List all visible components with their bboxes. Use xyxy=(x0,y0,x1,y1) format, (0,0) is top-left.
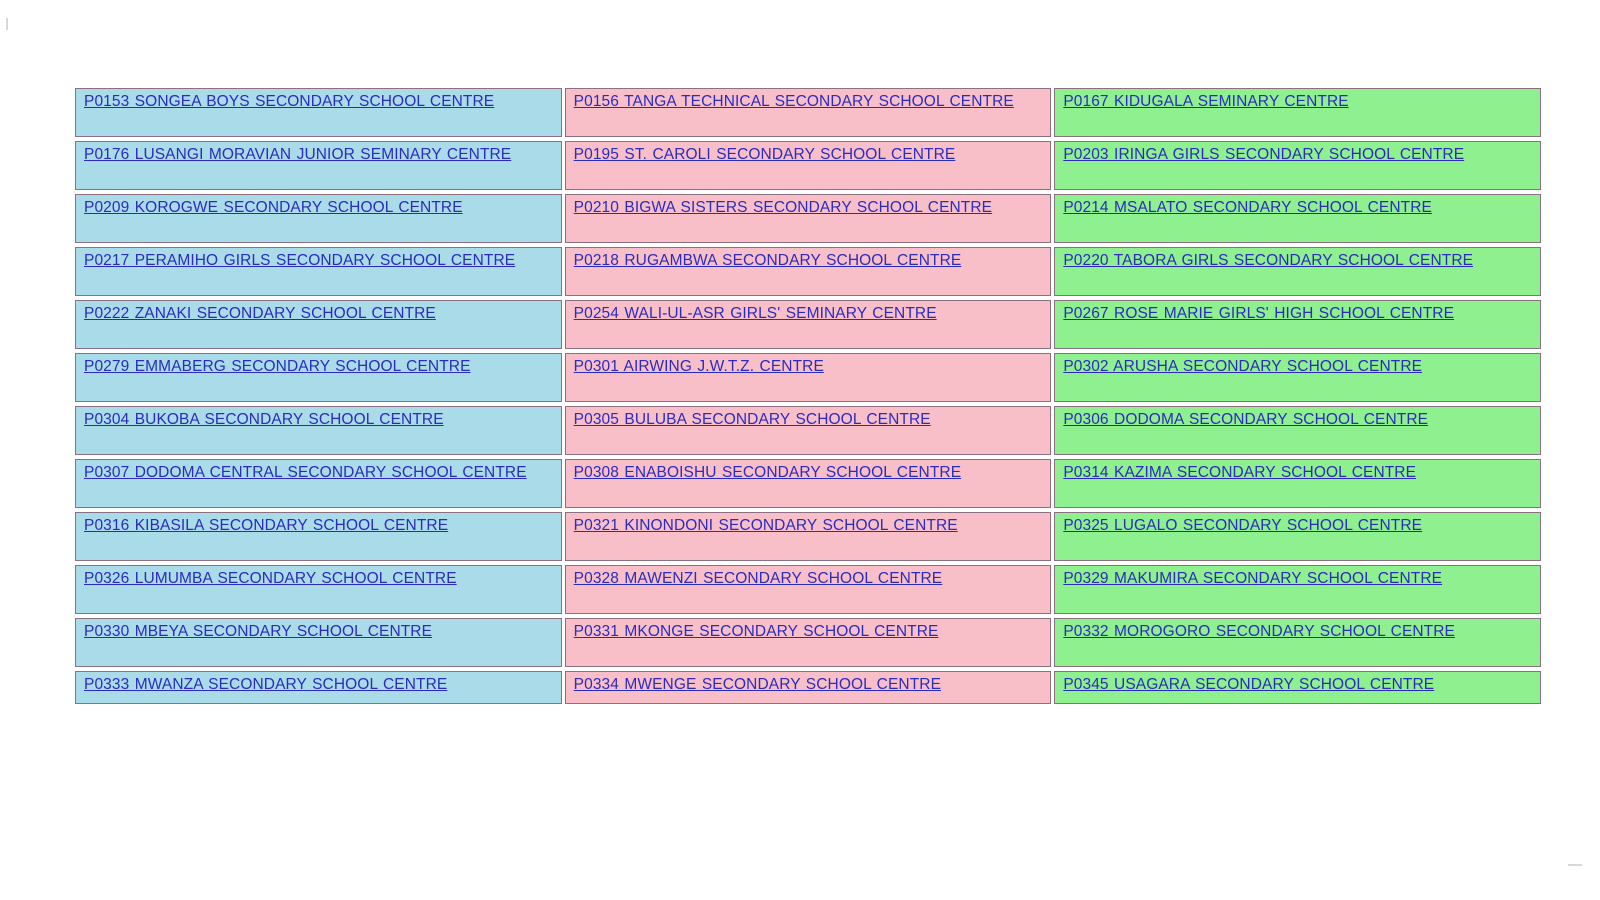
centre-cell[interactable] xyxy=(1054,406,1541,455)
centre-cell[interactable] xyxy=(565,353,1052,402)
centre-link[interactable]: P0267 ROSE MARIE GIRLS' HIGH SCHOOL CENTRE xyxy=(1063,305,1455,322)
centre-cell[interactable] xyxy=(75,300,562,349)
examination-centres-table xyxy=(72,84,1544,708)
centre-link[interactable]: P0210 BIGWA SISTERS SECONDARY SCHOOL CENTRE xyxy=(573,199,993,216)
centre-link[interactable]: P0321 KINONDONI SECONDARY SCHOOL CENTRE xyxy=(573,517,958,534)
centre-cell[interactable] xyxy=(75,88,562,137)
centre-link[interactable]: P0214 MSALATO SECONDARY SCHOOL CENTRE xyxy=(1063,199,1432,216)
scan-edge-mark-left xyxy=(6,18,8,30)
centre-cell[interactable] xyxy=(75,406,562,455)
centre-cell[interactable] xyxy=(75,141,562,190)
centre-cell[interactable] xyxy=(75,512,562,561)
centre-cell[interactable] xyxy=(565,141,1052,190)
centre-cell[interactable] xyxy=(565,247,1052,296)
centre-link[interactable]: P0314 KAZIMA SECONDARY SCHOOL CENTRE xyxy=(1063,464,1417,481)
centre-link[interactable]: P0307 DODOMA CENTRAL SECONDARY SCHOOL CENTRE xyxy=(84,464,527,481)
centre-link[interactable]: P0326 LUMUMBA SECONDARY SCHOOL CENTRE xyxy=(84,570,457,587)
centre-link[interactable]: P0153 SONGEA BOYS SECONDARY SCHOOL CENTRE xyxy=(84,93,495,110)
centre-link[interactable]: P0301 AIRWING J.W.T.Z. CENTRE xyxy=(573,358,824,375)
centre-link[interactable]: P0345 USAGARA SECONDARY SCHOOL CENTRE xyxy=(1063,676,1435,693)
centre-cell[interactable] xyxy=(75,618,562,667)
centre-link[interactable]: P0304 BUKOBA SECONDARY SCHOOL CENTRE xyxy=(84,411,444,428)
table-row xyxy=(75,194,1541,243)
centre-link[interactable]: P0176 LUSANGI MORAVIAN JUNIOR SEMINARY CENTRE xyxy=(84,146,512,163)
centre-cell[interactable] xyxy=(75,671,562,704)
centre-link[interactable]: P0325 LUGALO SECONDARY SCHOOL CENTRE xyxy=(1063,517,1423,534)
centre-link[interactable]: P0329 MAKUMIRA SECONDARY SCHOOL CENTRE xyxy=(1063,570,1443,587)
centre-cell[interactable] xyxy=(1054,565,1541,614)
table-row xyxy=(75,353,1541,402)
centre-cell[interactable] xyxy=(75,565,562,614)
centre-cell[interactable] xyxy=(1054,353,1541,402)
centre-link[interactable]: P0308 ENABOISHU SECONDARY SCHOOL CENTRE xyxy=(573,464,962,481)
centre-cell[interactable] xyxy=(1054,671,1541,704)
centre-cell[interactable] xyxy=(565,512,1052,561)
centre-link[interactable]: P0316 KIBASILA SECONDARY SCHOOL CENTRE xyxy=(84,517,449,534)
centre-link[interactable]: P0220 TABORA GIRLS SECONDARY SCHOOL CENTRE xyxy=(1063,252,1474,269)
centre-cell[interactable] xyxy=(75,459,562,508)
centre-cell[interactable] xyxy=(565,406,1052,455)
centre-link[interactable]: P0306 DODOMA SECONDARY SCHOOL CENTRE xyxy=(1063,411,1429,428)
centre-cell[interactable] xyxy=(75,247,562,296)
centre-cell[interactable] xyxy=(565,300,1052,349)
centre-cell[interactable] xyxy=(565,618,1052,667)
centre-cell[interactable] xyxy=(1054,512,1541,561)
centre-cell[interactable] xyxy=(565,194,1052,243)
table-row xyxy=(75,565,1541,614)
centre-link[interactable]: P0328 MAWENZI SECONDARY SCHOOL CENTRE xyxy=(573,570,943,587)
table-row xyxy=(75,671,1541,704)
table-row xyxy=(75,512,1541,561)
centre-cell[interactable] xyxy=(565,459,1052,508)
table-row xyxy=(75,459,1541,508)
table-row xyxy=(75,300,1541,349)
centre-cell[interactable] xyxy=(1054,141,1541,190)
centre-link[interactable]: P0302 ARUSHA SECONDARY SCHOOL CENTRE xyxy=(1063,358,1423,375)
centre-cell[interactable] xyxy=(1054,618,1541,667)
centre-link[interactable]: P0222 ZANAKI SECONDARY SCHOOL CENTRE xyxy=(84,305,436,322)
table-row xyxy=(75,141,1541,190)
centre-cell[interactable] xyxy=(1054,194,1541,243)
centre-cell[interactable] xyxy=(565,565,1052,614)
table-row xyxy=(75,88,1541,137)
centre-cell[interactable] xyxy=(1054,247,1541,296)
centre-link[interactable]: P0156 TANGA TECHNICAL SECONDARY SCHOOL CENTRE xyxy=(573,93,1014,110)
centre-link[interactable]: P0333 MWANZA SECONDARY SCHOOL CENTRE xyxy=(84,676,448,693)
centre-cell[interactable] xyxy=(75,353,562,402)
centre-link[interactable]: P0331 MKONGE SECONDARY SCHOOL CENTRE xyxy=(573,623,939,640)
centre-cell[interactable] xyxy=(1054,88,1541,137)
centre-link[interactable]: P0203 IRINGA GIRLS SECONDARY SCHOOL CENTRE xyxy=(1063,146,1465,163)
table-row xyxy=(75,406,1541,455)
table-row xyxy=(75,247,1541,296)
centre-cell[interactable] xyxy=(565,88,1052,137)
centre-link[interactable]: P0330 MBEYA SECONDARY SCHOOL CENTRE xyxy=(84,623,433,640)
centre-link[interactable]: P0167 KIDUGALA SEMINARY CENTRE xyxy=(1063,93,1349,110)
centre-link[interactable]: P0217 PERAMIHO GIRLS SECONDARY SCHOOL CENTRE xyxy=(84,252,516,269)
centre-link[interactable]: P0332 MOROGORO SECONDARY SCHOOL CENTRE xyxy=(1063,623,1455,640)
centre-cell[interactable] xyxy=(565,671,1052,704)
table-row xyxy=(75,618,1541,667)
centre-link[interactable]: P0334 MWENGE SECONDARY SCHOOL CENTRE xyxy=(573,676,942,693)
centre-link[interactable]: P0195 ST. CAROLI SECONDARY SCHOOL CENTRE xyxy=(573,146,956,163)
centre-cell[interactable] xyxy=(1054,300,1541,349)
centre-cell[interactable] xyxy=(1054,459,1541,508)
centre-cell[interactable] xyxy=(75,194,562,243)
centre-link[interactable]: P0218 RUGAMBWA SECONDARY SCHOOL CENTRE xyxy=(573,252,962,269)
table-body xyxy=(75,88,1541,704)
centre-link[interactable]: P0305 BULUBA SECONDARY SCHOOL CENTRE xyxy=(573,411,931,428)
centre-link[interactable]: P0209 KOROGWE SECONDARY SCHOOL CENTRE xyxy=(84,199,463,216)
centre-link[interactable]: P0254 WALI-UL-ASR GIRLS' SEMINARY CENTRE xyxy=(573,305,937,322)
scan-edge-mark-right xyxy=(1568,864,1582,866)
centre-link[interactable]: P0279 EMMABERG SECONDARY SCHOOL CENTRE xyxy=(84,358,471,375)
